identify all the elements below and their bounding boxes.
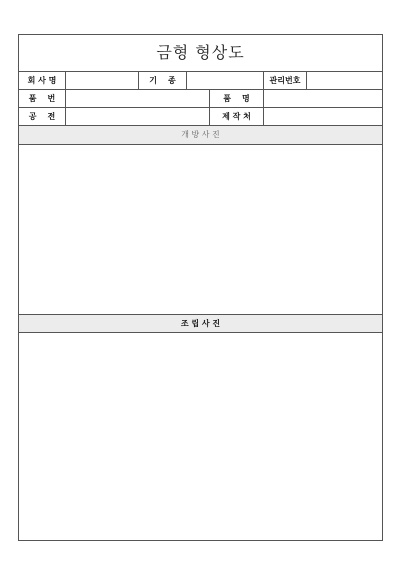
process-value: [66, 108, 210, 126]
part-name-value: [264, 90, 383, 108]
model-value: [187, 72, 264, 90]
maker-value: [264, 108, 383, 126]
part-number-label: 품 번: [19, 90, 66, 108]
maker-label: 제 작 처: [210, 108, 264, 126]
process-label: 공 전: [19, 108, 66, 126]
part-name-label: 품 명: [210, 90, 264, 108]
control-number-value: [307, 72, 383, 90]
part-number-value: [66, 90, 210, 108]
model-label: 기 종: [139, 72, 187, 90]
control-number-label: 관리번호: [264, 72, 307, 90]
company-value: [66, 72, 139, 90]
assembly-photo-area: [19, 333, 383, 541]
open-photo-area: [19, 145, 383, 315]
assembly-photo-header: 조 립 사 진: [19, 315, 383, 333]
form-title: 금형 형상도: [19, 35, 383, 72]
mold-shape-form: [18, 34, 383, 541]
open-photo-header: 개 방 사 진: [19, 126, 383, 145]
company-label: 회 사 명: [19, 72, 66, 90]
